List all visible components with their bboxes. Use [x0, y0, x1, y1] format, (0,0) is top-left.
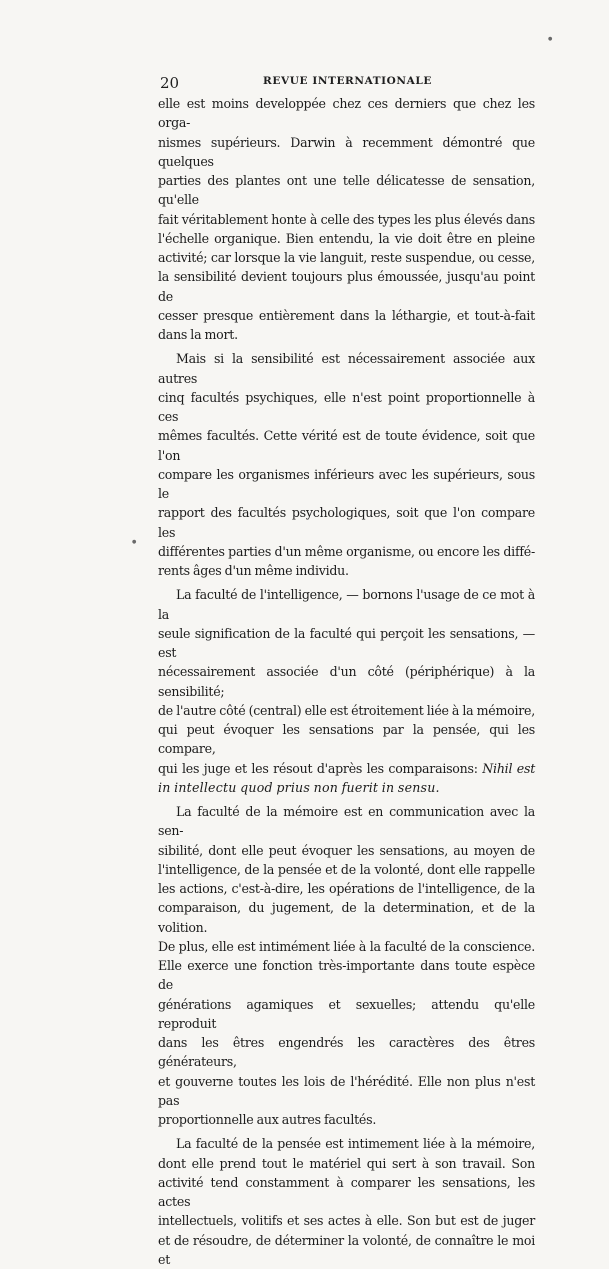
text-line: elle est moins developpée chez ces derniers que chez les orga-: [158, 94, 535, 133]
text-line: proportionnelle aux autres facultés.: [158, 1110, 535, 1129]
body-text: [158, 94, 535, 1269]
text-line: et gouverne toutes les lois de l'hérédité. Elle non plus n'est pas: [158, 1072, 535, 1111]
text-line-content: La faculté de la pensée est intimement liée à la mémoire,: [176, 1136, 535, 1151]
text-line: générations agamiques et sexuelles; attendu qu'elle reproduit: [158, 995, 535, 1034]
text-line: [158, 349, 535, 388]
text-line: dans la mort.: [158, 325, 535, 344]
text-line: Elle exerce une fonction très-importante dans toute espèce de: [158, 956, 535, 995]
running-title: REVUE INTERNATIONALE: [160, 75, 535, 87]
text-line: [158, 585, 535, 624]
text-line: activité tend constamment à comparer les sensations, les actes: [158, 1173, 535, 1212]
text-line: cinq facultés psychiques, elle n'est point proportionnelle à ces: [158, 388, 535, 427]
text-line: et de résoudre, de déterminer la volonté, de connaître le moi et: [158, 1231, 535, 1269]
text-line: [158, 802, 535, 841]
latin-quote: Nihil est: [482, 761, 535, 776]
text-line: [158, 759, 535, 778]
text-line: De plus, elle est intimément liée à la faculté de la conscience.: [158, 937, 535, 956]
text-line: intellectuels, volitifs et ses actes à elle. Son but est de juger: [158, 1211, 535, 1230]
text-line: rents âges d'un même individu.: [158, 561, 535, 580]
text-line: de l'autre côté (central) elle est étroitement liée à la mémoire,: [158, 701, 535, 720]
text-line: nismes supérieurs. Darwin à recemment démontré que quelques: [158, 133, 535, 172]
text-line-content: qui les juge et les résout d'après les comparaisons:: [158, 761, 478, 776]
text-line: dans les êtres engendrés les caractères des êtres générateurs,: [158, 1033, 535, 1072]
latin-quote-line: in intellectu quod prius non fuerit in sensu.: [158, 778, 535, 797]
text-line-content: La faculté de l'intelligence, — bornons l'usage de ce mot à la: [158, 587, 535, 621]
page-number: 20: [160, 73, 179, 93]
text-line: l'intelligence, de la pensée et de la volonté, dont elle rappelle: [158, 860, 535, 879]
text-line: dont elle prend tout le matériel qui sert à son travail. Son: [158, 1154, 535, 1173]
text-line: compare les organismes inférieurs avec les supérieurs, sous le: [158, 465, 535, 504]
text-line: activité; car lorsque la vie languit, reste suspendue, ou cesse,: [158, 248, 535, 267]
text-line: [158, 1134, 535, 1153]
scan-speck: ●: [548, 37, 552, 42]
text-line: cesser presque entièrement dans la léthargie, et tout-à-fait: [158, 306, 535, 325]
text-line-content: La faculté de la mémoire est en communication avec la sen-: [158, 804, 535, 838]
text-line: mêmes facultés. Cette vérité est de toute évidence, soit que l'on: [158, 426, 535, 465]
page-header: [160, 73, 535, 93]
scan-speck: ●: [132, 540, 136, 545]
text-line: sibilité, dont elle peut évoquer les sensations, au moyen de: [158, 841, 535, 860]
text-line: seule signification de la faculté qui perçoit les sensations, — est: [158, 624, 535, 663]
text-line: différentes parties d'un même organisme, ou encore les diffé-: [158, 542, 535, 561]
text-line: parties des plantes ont une telle délicatesse de sensation, qu'elle: [158, 171, 535, 210]
text-line: comparaison, du jugement, de la determination, et de la volition.: [158, 898, 535, 937]
text-line-content: Mais si la sensibilité est nécessairement associée aux autres: [158, 351, 535, 385]
text-line: qui peut évoquer les sensations par la pensée, qui les compare,: [158, 720, 535, 759]
text-line: la sensibilité devient toujours plus émoussée, jusqu'au point de: [158, 267, 535, 306]
text-line: les actions, c'est-à-dire, les opérations de l'intelligence, de la: [158, 879, 535, 898]
text-line: rapport des facultés psychologiques, soit que l'on compare les: [158, 503, 535, 542]
text-line: l'échelle organique. Bien entendu, la vie doit être en pleine: [158, 229, 535, 248]
text-line: fait véritablement honte à celle des types les plus élevés dans: [158, 210, 535, 229]
text-line: nécessairement associée d'un côté (périphérique) à la sensibilité;: [158, 662, 535, 701]
